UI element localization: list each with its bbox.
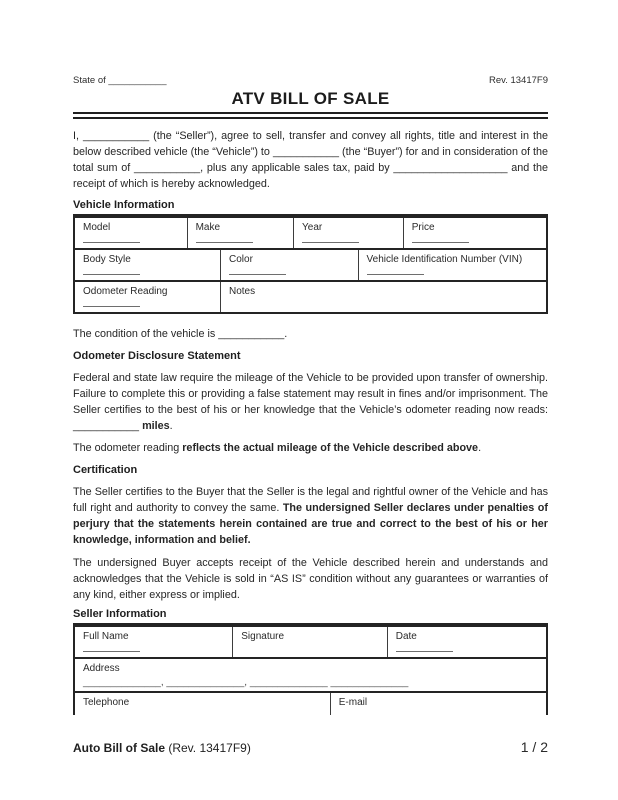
footer-rev-label: (Rev. 13417F9) (165, 741, 251, 755)
revision-label: Rev. 13417F9 (489, 75, 548, 86)
date-cell (388, 627, 546, 657)
notes-label: Notes (229, 286, 256, 297)
telephone-cell (75, 693, 331, 715)
blank-line (367, 274, 424, 275)
odometer-reading-label: Odometer Reading (83, 286, 168, 297)
email-label: E-mail (338, 697, 368, 708)
seller-info-table (73, 625, 548, 715)
table-row (75, 627, 546, 659)
full-name-label: Full Name (83, 631, 129, 642)
certification-buyer-paragraph: The undersigned Buyer accepts receipt of the Vehicle described herein and understands and acknowledges that the Vehicle is sold in “AS IS” condition without any guarantees or warranties of any kind, either express or implied. (73, 557, 548, 601)
vin-cell (359, 250, 546, 280)
telephone-label: Telephone (83, 697, 130, 708)
reading-line-bold: reflects the actual mileage of the Vehicle described above (182, 442, 479, 454)
intro-paragraph: I, ___________ (the “Seller”), agree to sell, transfer and convey all rights, title and interest in the below described vehicle (the “Vehicle”) to ___________ (the “Buyer”) for and in consideration of the total sum of ___________, plus any applicable sales tax, paid by ___________________ and the receipt of which is hereby acknowledged. (73, 130, 548, 190)
body-style-cell (75, 250, 221, 280)
odometer-disclosure-heading: Odometer Disclosure Statement (73, 350, 241, 362)
email-cell (331, 693, 546, 715)
certification-seller-bold: The undersigned Seller declares under penalties of perjury that the statements herein contained are true and correct to the best of his or her knowledge, information and belief. (73, 502, 549, 546)
blank-line (83, 651, 140, 652)
model-label: Model (83, 222, 111, 233)
blank-line (83, 274, 140, 275)
color-label: Color (229, 254, 253, 265)
table-row (75, 250, 546, 282)
blank-line (302, 242, 359, 243)
make-cell (188, 218, 294, 248)
blank-line (83, 242, 140, 243)
odometer-paragraph-text: Federal and state law require the mileage of the Vehicle to be provided upon transfer of ownership. Failure to complete this or providing a false statement may result in fines and/or imprisonment. The Seller certifies to the best of his or her knowledge that the Vehicle’s odometer reading now reads: ___________ (73, 372, 548, 432)
odometer-reading-line (73, 440, 548, 456)
blank-line (83, 306, 140, 307)
certification-heading: Certification (73, 464, 138, 476)
signature-cell (233, 627, 387, 657)
vin-label: Vehicle Identification Number (VIN) (366, 254, 523, 265)
reading-line-text: The odometer reading (73, 442, 183, 454)
condition-line: The condition of the vehicle is ___________. (73, 328, 288, 340)
footer-doc-line (73, 741, 251, 755)
footer-doc-name: Auto Bill of Sale (73, 741, 166, 755)
blank-line (412, 242, 469, 243)
year-label: Year (302, 222, 323, 233)
make-label: Make (195, 222, 221, 233)
page-footer (73, 739, 548, 755)
state-of-line: State of ___________ (73, 75, 167, 86)
seller-info-heading: Seller Information (73, 608, 548, 625)
document-title: ATV BILL OF SALE (231, 89, 390, 108)
date-label: Date (395, 631, 417, 642)
notes-cell (221, 282, 546, 312)
blank-line (396, 651, 453, 652)
table-row (75, 659, 546, 693)
odometer-paragraph (73, 370, 548, 434)
table-row (75, 218, 546, 250)
price-cell (404, 218, 546, 248)
top-row (73, 75, 548, 86)
year-cell (294, 218, 404, 248)
blank-line (196, 242, 253, 243)
signature-label: Signature (241, 631, 285, 642)
reading-line-period: . (478, 442, 482, 454)
table-row (75, 282, 546, 312)
address-label: Address (83, 663, 120, 674)
odometer-paragraph-period: . (169, 420, 173, 432)
address-cell (75, 659, 546, 691)
color-cell (221, 250, 359, 280)
certification-seller-paragraph (73, 484, 548, 548)
price-label: Price (411, 222, 435, 233)
odometer-paragraph-bold: miles (142, 420, 170, 432)
odometer-reading-cell (75, 282, 221, 312)
title-divider (73, 112, 548, 119)
page-indicator: 1 / 2 (520, 739, 548, 755)
vehicle-info-heading: Vehicle Information (73, 199, 548, 216)
table-row (75, 693, 546, 715)
blank-line (229, 274, 286, 275)
model-cell (75, 218, 188, 248)
vehicle-info-table (73, 216, 548, 314)
full-name-cell (75, 627, 233, 657)
body-style-label: Body Style (83, 254, 131, 265)
address-blank-lines: ______________, ______________, ______________ ______________ (83, 677, 409, 688)
certification-seller-text: The Seller certifies to the Buyer that the Seller is the legal and rightful owner of the Vehicle and has full right and authority to convey the same. (73, 486, 548, 514)
